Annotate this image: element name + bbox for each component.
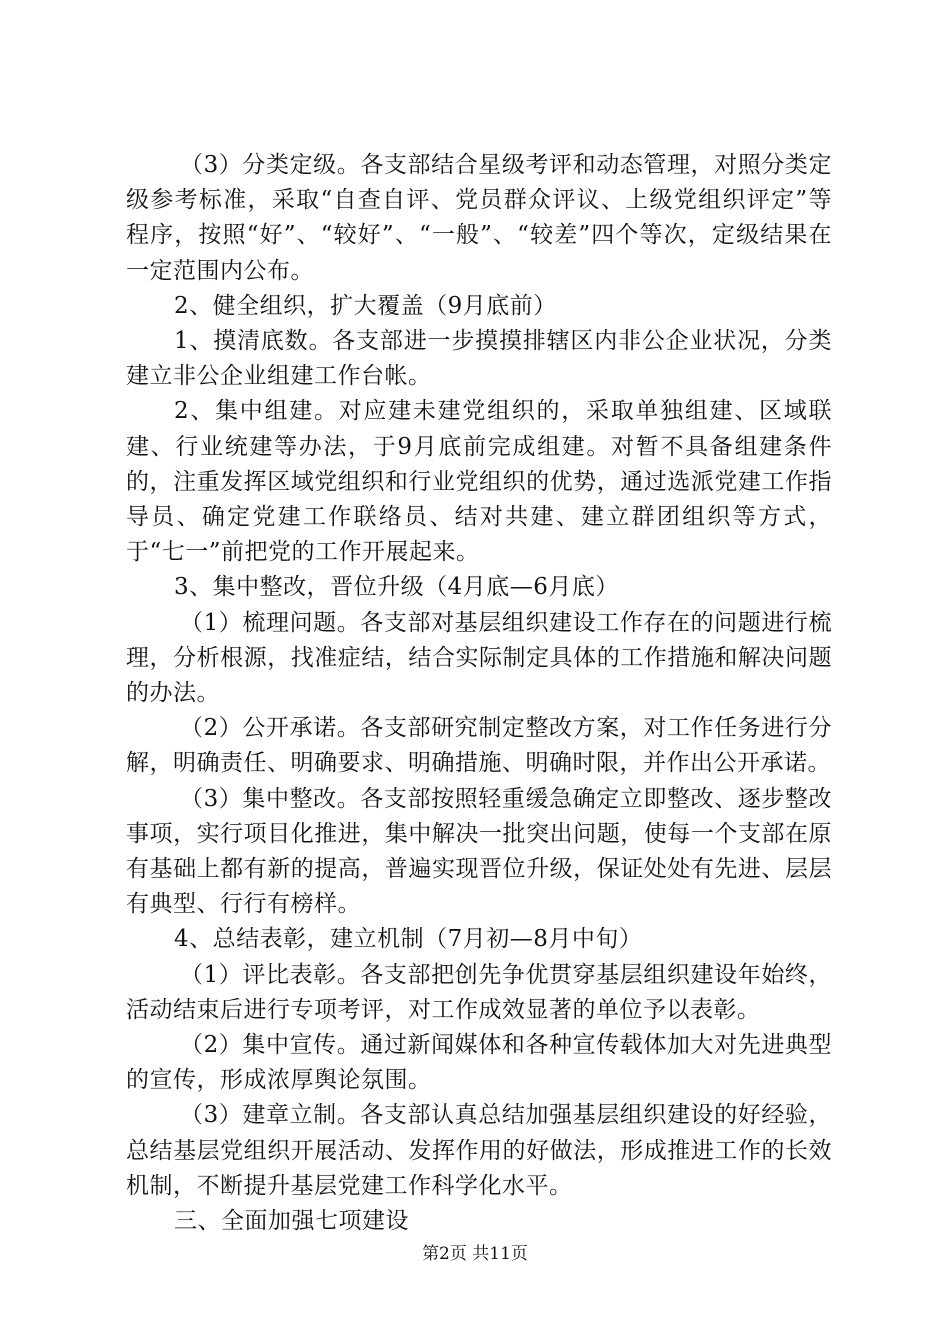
heading-seven-constructions: 三、全面加强七项建设 [174, 1208, 409, 1235]
paragraph-centralized-rectify: （3）集中整改。各支部按照轻重缓急确定立即整改、逐步整改事项，实行项目化推进，集中解决一批突出问题，使每一个支部在原有基础上都有新的提高，普遍实现晋位升级，保证处处有先进、层层有典型、行行有榜样。 [126, 785, 832, 918]
heading-centralized-rectification: 3、集中整改，晋位升级（4月底—6月底） [174, 574, 619, 601]
paragraph-public-commitment: （2）公开承诺。各支部研究制定整改方案，对工作任务进行分解，明确责任、明确要求、明确措施、明确时限，并作出公开承诺。 [126, 715, 832, 777]
paragraph-sort-problems: （1）梳理问题。各支部对基层组织建设工作存在的问题进行梳理，分析根源，找准症结，结合实际制定具体的工作措施和解决问题的办法。 [126, 609, 832, 707]
document-body [126, 148, 832, 1239]
heading-improve-organization: 2、健全组织，扩大覆盖（9月底前） [174, 292, 557, 319]
paragraph-survey-baseline: 1、摸清底数。各支部进一步摸摸排辖区内非公企业状况，分类建立非公企业组建工作台帐。 [126, 328, 832, 390]
paragraph-evaluation-commendation: （1）评比表彰。各支部把创先争优贯穿基层组织建设年始终，活动结束后进行专项考评，对工作成效显著的单位予以表彰。 [126, 961, 832, 1023]
paragraph-centralized-publicity: （2）集中宣传。通过新闻媒体和各种宣传载体加大对先进典型的宣传，形成浓厚舆论氛围。 [126, 1032, 832, 1094]
page-number-footer: 第2页 共11页 [422, 1244, 528, 1264]
paragraph-centralized-setup: 2、集中组建。对应建未建党组织的，采取单独组建、区域联建、行业统建等办法，于9月底前完成组建。对暂不具备组建条件的，注重发挥区域党组织和行业党组织的优势，通过选派党建工作指导员、确定党建工作联络员、结对共建、建立群团组织等方式，于“七一”前把党的工作开展起来。 [126, 398, 832, 566]
paragraph-build-mechanisms: （3）建章立制。各支部认真总结加强基层组织建设的好经验，总结基层党组织开展活动、发挥作用的好做法，形成推进工作的长效机制，不断提升基层党建工作科学化水平。 [126, 1102, 832, 1199]
paragraph-classification-grading: （3）分类定级。各支部结合星级考评和动态管理，对照分类定级参考标准，采取“自查自评、党员群众评议、上级党组织评定”等程序，按照“好”、“较好”、“一般”、“较差”四个等次，定级结果在一定范围内公布。 [126, 152, 832, 284]
heading-summary-commendation: 4、总结表彰，建立机制（7月初—8月中旬） [174, 926, 643, 953]
